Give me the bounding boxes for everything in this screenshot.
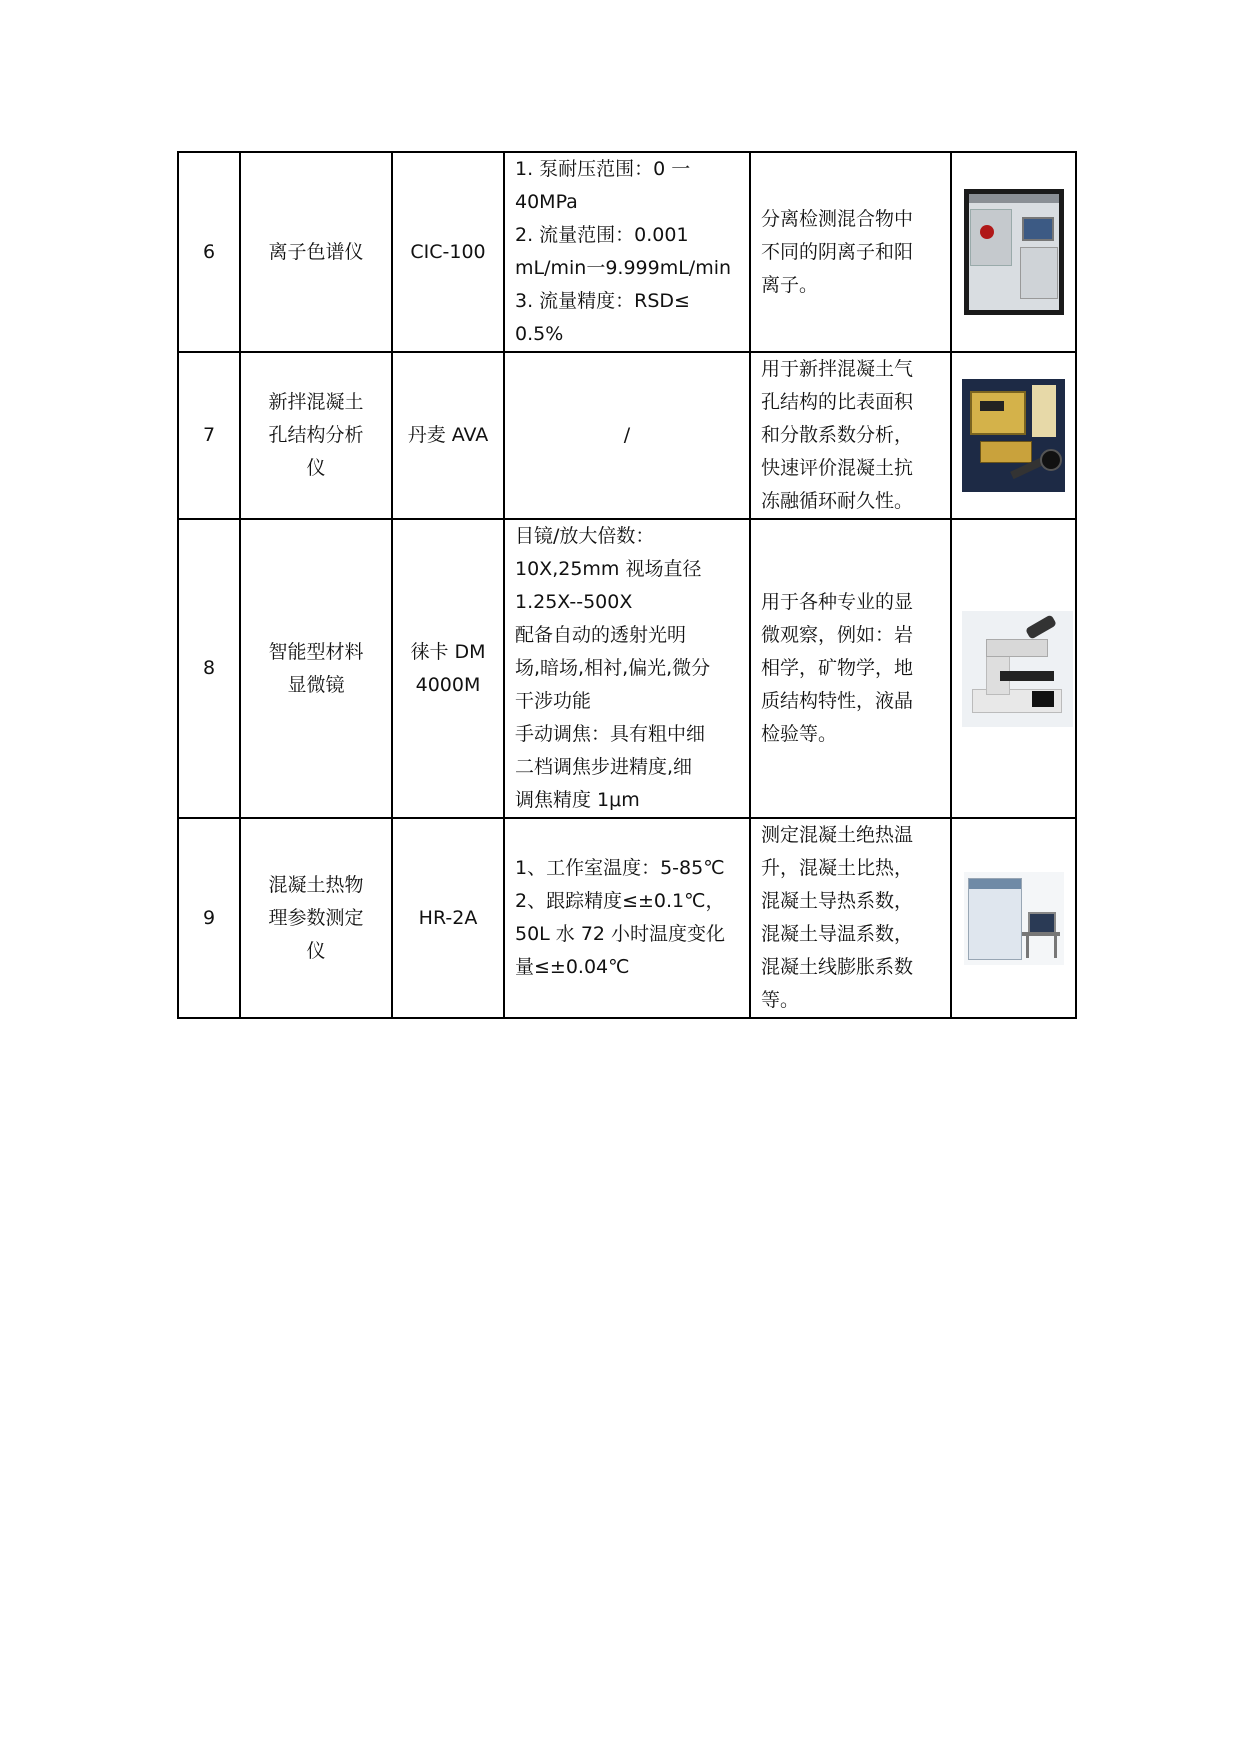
instrument-name: 混凝土热物 理参数测定 仪 bbox=[240, 818, 392, 1018]
instrument-name: 智能型材料 显微镜 bbox=[240, 519, 392, 818]
instrument-model: HR-2A bbox=[392, 818, 504, 1018]
instrument-name: 离子色谱仪 bbox=[240, 152, 392, 352]
table-row bbox=[178, 818, 1076, 1018]
air-void-analyzer-photo bbox=[962, 379, 1065, 492]
table-row bbox=[178, 152, 1076, 352]
instrument-purpose: 测定混凝土绝热温 升，混凝土比热， 混凝土导热系数， 混凝土导温系数， 混凝土线膨胀系数 等。 bbox=[750, 818, 951, 1018]
equipment-table bbox=[177, 151, 1077, 1019]
instrument-name: 新拌混凝土 孔结构分析 仪 bbox=[240, 352, 392, 519]
ion-chromatograph-photo bbox=[964, 189, 1064, 315]
instrument-model: CIC-100 bbox=[392, 152, 504, 352]
thermal-tester-photo bbox=[964, 872, 1064, 965]
instrument-purpose: 用于各种专业的显 微观察，例如：岩 相学，矿物学，地 质结构特性，液晶 检验等。 bbox=[750, 519, 951, 818]
row-number: 8 bbox=[178, 519, 240, 818]
row-number: 7 bbox=[178, 352, 240, 519]
instrument-spec: 1. 泵耐压范围：0 一 40MPa 2. 流量范围：0.001 mL/min一9.999mL/min 3. 流量精度：RSD≤ 0.5% bbox=[504, 152, 750, 352]
instrument-spec: 1、工作室温度：5-85℃ 2、跟踪精度≤±0.1℃， 50L 水 72 小时温度变化 量≤±0.04℃ bbox=[504, 818, 750, 1018]
row-number: 9 bbox=[178, 818, 240, 1018]
table-row bbox=[178, 519, 1076, 818]
instrument-spec: / bbox=[504, 352, 750, 519]
microscope-photo bbox=[962, 611, 1073, 727]
instrument-purpose: 分离检测混合物中 不同的阴离子和阳 离子。 bbox=[750, 152, 951, 352]
instrument-spec: 目镜/放大倍数： 10X,25mm 视场直径 1.25X--500X 配备自动的透射光明 场,暗场,相衬,偏光,微分 干涉功能 手动调焦：具有粗中细 二档调焦步进精度,细 调焦精度 1μm bbox=[504, 519, 750, 818]
row-number: 6 bbox=[178, 152, 240, 352]
table-row bbox=[178, 352, 1076, 519]
instrument-model: 徕卡 DM 4000M bbox=[392, 519, 504, 818]
instrument-model: 丹麦 AVA bbox=[392, 352, 504, 519]
instrument-purpose: 用于新拌混凝土气 孔结构的比表面积 和分散系数分析， 快速评价混凝土抗 冻融循环耐久性。 bbox=[750, 352, 951, 519]
